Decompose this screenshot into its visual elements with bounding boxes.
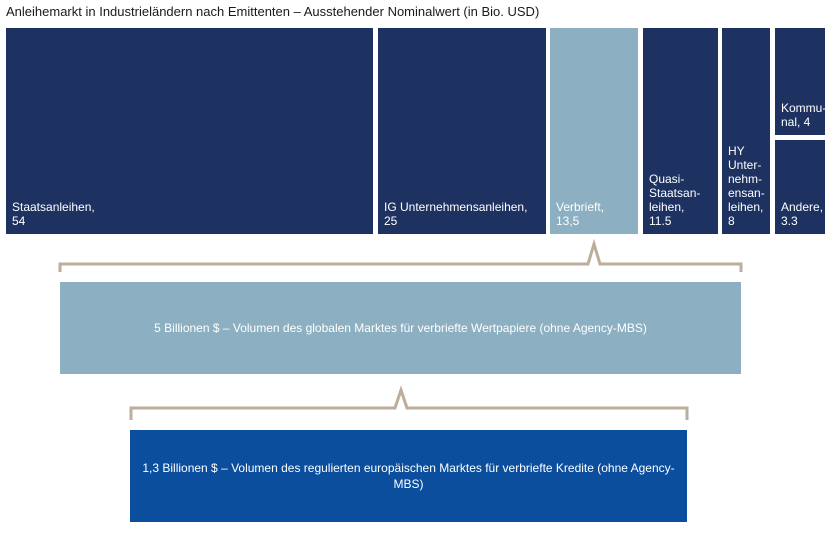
cell-kommunal — [775, 28, 825, 135]
banner-global-text: 5 Billionen $ – Volumen des globalen Marktes für verbriefte Wertpapiere (ohne Agency-MBS) — [154, 321, 647, 335]
cell-label: IG Unternehmensanleihen, 25 — [384, 200, 528, 228]
cell-label: HY Unter- nehm- ensan- leihen, 8 — [728, 144, 765, 228]
banner-global-securitised-market — [60, 282, 741, 374]
chart-title: Anleihemarkt in Industrieländern nach Emittenten – Ausstehender Nominalwert (in Bio. USD) — [6, 4, 540, 19]
cell-label: Staatsanleihen, 54 — [12, 200, 95, 228]
cell-andere — [775, 140, 825, 234]
cell-label: Kommu- nal, 4 — [781, 101, 827, 129]
banner-european-securitised-loans — [130, 430, 687, 522]
cell-label: Verbrieft, 13,5 — [556, 200, 605, 228]
cell-label: Quasi- Staatsan- leihen, 11.5 — [649, 172, 701, 228]
cell-ig-unternehmensanleihen — [378, 28, 546, 234]
cell-quasi-staatsanleihen — [643, 28, 718, 234]
banner-europe-text: 1,3 Billionen $ – Volumen des regulierten europäischen Marktes für verbriefte Kredite (ohne Agency-MBS) — [142, 461, 675, 491]
cell-verbrieft — [550, 28, 638, 234]
bracket-europe — [125, 384, 693, 424]
cell-hy-unternehmensanleihen — [722, 28, 770, 234]
bracket-global — [55, 238, 747, 276]
cell-staatsanleihen — [6, 28, 373, 234]
cell-label: Andere, 3.3 — [781, 200, 824, 228]
